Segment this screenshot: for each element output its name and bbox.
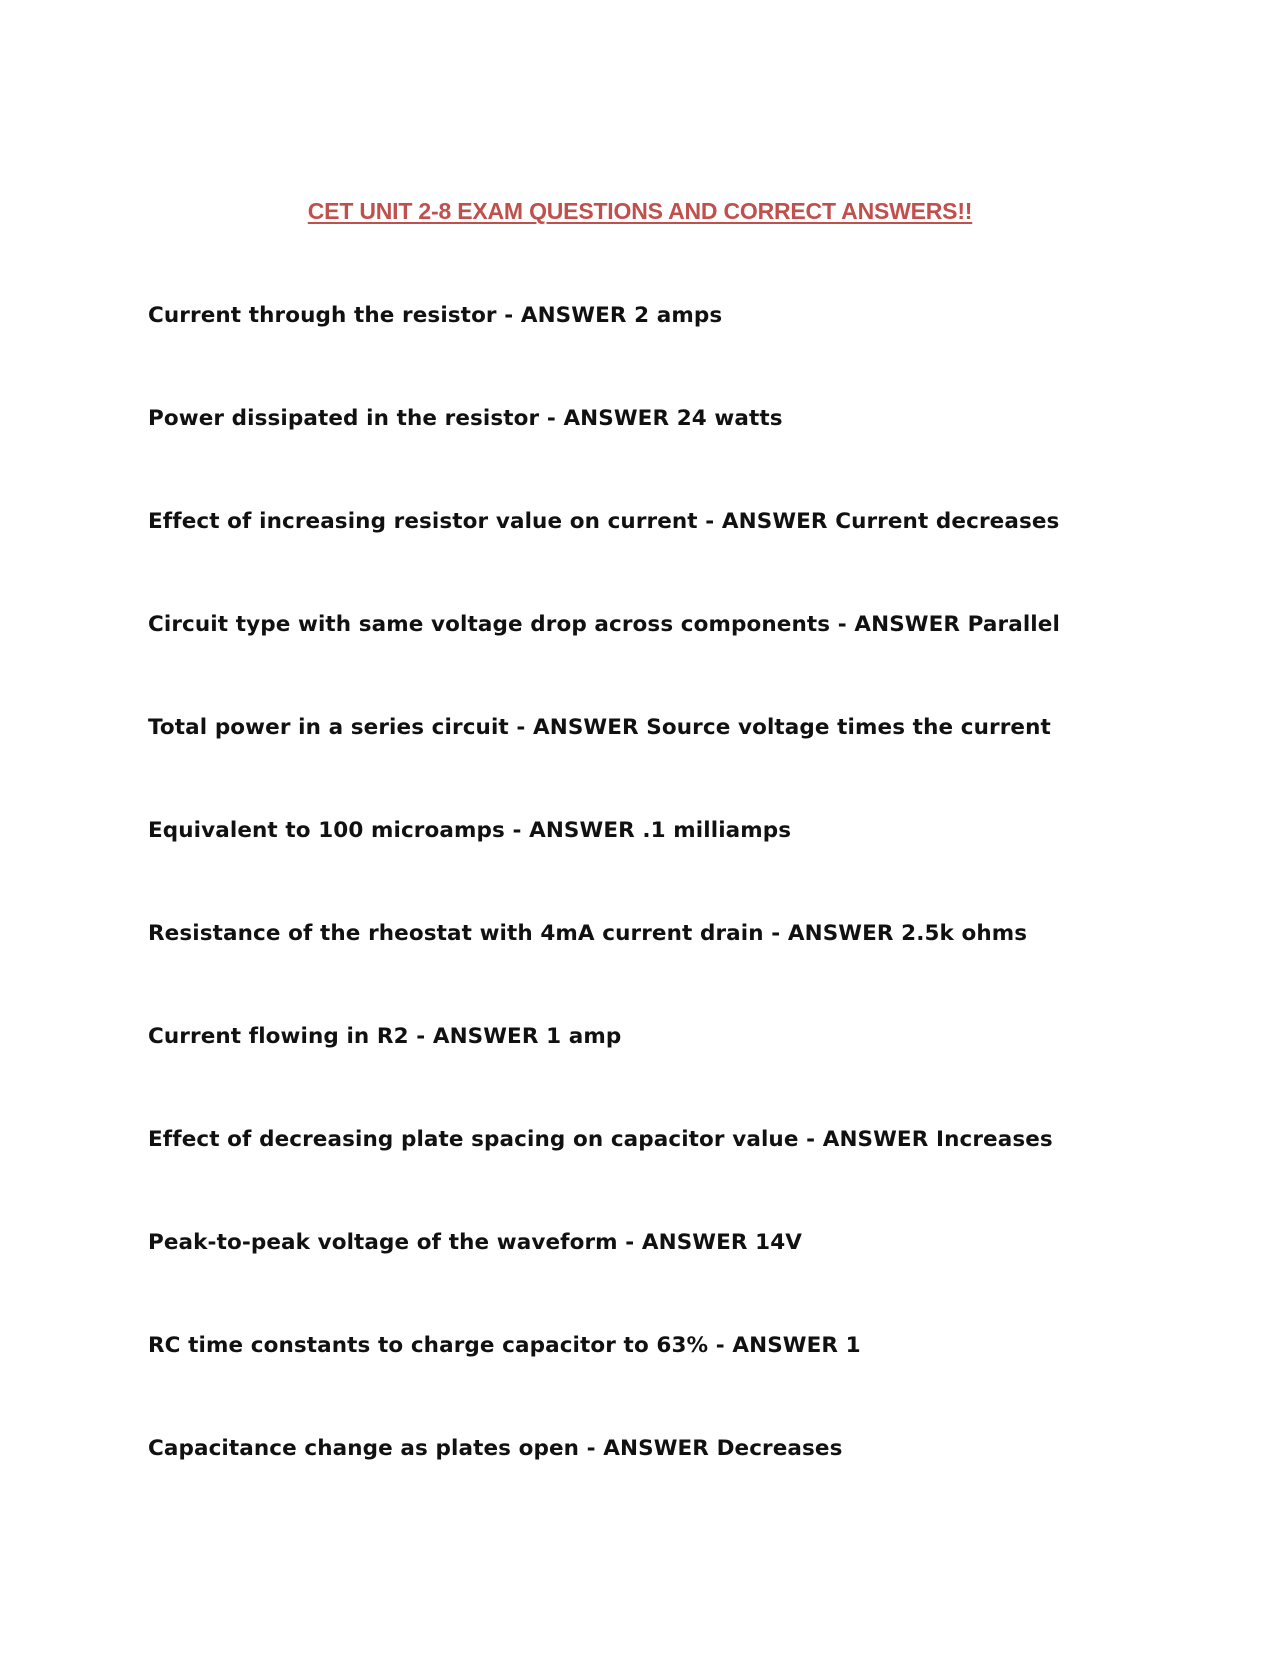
answer-label: ANSWER xyxy=(533,715,639,740)
separator: - xyxy=(697,509,722,534)
answer-label: ANSWER xyxy=(641,1230,748,1255)
separator: - xyxy=(798,1127,823,1152)
answer-label: ANSWER xyxy=(787,921,894,946)
list-item xyxy=(148,714,1188,817)
question-text: Circuit type with same voltage drop across components xyxy=(148,612,831,637)
separator: - xyxy=(763,921,788,946)
list-item xyxy=(148,1435,1188,1538)
answer-text: 24 watts xyxy=(676,406,783,431)
question-text: Peak-to-peak voltage of the waveform xyxy=(148,1230,618,1255)
list-item xyxy=(148,1332,1188,1435)
list-item xyxy=(148,405,1188,508)
answer-label: ANSWER xyxy=(563,406,670,431)
question-text: Total power in a series circuit xyxy=(148,715,509,740)
separator: - xyxy=(708,1333,733,1358)
answer-text: 1 amp xyxy=(546,1024,622,1049)
list-item xyxy=(148,508,1188,611)
list-item xyxy=(148,611,1188,714)
answer-label: ANSWER xyxy=(529,818,635,843)
answer-text: Decreases xyxy=(716,1436,843,1461)
answer-label: ANSWER xyxy=(721,509,828,534)
separator: - xyxy=(830,612,855,637)
answer-text: Increases xyxy=(935,1127,1053,1152)
separator: - xyxy=(496,303,521,328)
list-item xyxy=(148,1126,1188,1229)
question-text: Capacitance change as plates open xyxy=(148,1436,580,1461)
answer-label: ANSWER xyxy=(854,612,961,637)
list-item xyxy=(148,302,1188,405)
answer-text: 14V xyxy=(755,1230,803,1255)
question-text: Current flowing in R2 xyxy=(148,1024,409,1049)
page-title: CET UNIT 2-8 EXAM QUESTIONS AND CORRECT ANSWERS!! xyxy=(307,198,973,224)
question-text: Effect of increasing resistor value on current xyxy=(148,509,698,534)
separator: - xyxy=(508,715,534,740)
answer-label: ANSWER xyxy=(732,1333,839,1358)
separator: - xyxy=(504,818,530,843)
question-text: Resistance of the rheostat with 4mA current drain xyxy=(148,921,764,946)
answer-label: ANSWER xyxy=(822,1127,929,1152)
answer-text: 1 xyxy=(845,1333,861,1358)
answer-text: Parallel xyxy=(967,612,1060,637)
question-text: Power dissipated in the resistor xyxy=(148,406,540,431)
answer-text: Current decreases xyxy=(835,509,1060,534)
list-item xyxy=(148,920,1188,1023)
list-item xyxy=(148,817,1188,920)
answer-label: ANSWER xyxy=(520,303,627,328)
question-text: RC time constants to charge capacitor to 63% xyxy=(148,1333,709,1358)
question-text: Current through the resistor xyxy=(148,303,497,328)
question-text: Effect of decreasing plate spacing on capacitor value xyxy=(148,1127,799,1152)
answer-text: .1 milliamps xyxy=(642,818,792,843)
qa-list xyxy=(148,302,1188,1538)
list-item xyxy=(148,1229,1188,1332)
separator: - xyxy=(539,406,564,431)
separator: - xyxy=(579,1436,604,1461)
answer-label: ANSWER xyxy=(603,1436,709,1461)
list-item xyxy=(148,1023,1188,1126)
answer-text: 2 amps xyxy=(634,303,723,328)
separator: - xyxy=(617,1230,642,1255)
question-text: Equivalent to 100 microamps xyxy=(148,818,505,843)
separator: - xyxy=(408,1024,433,1049)
answer-text: 2.5k ohms xyxy=(901,921,1028,946)
answer-label: ANSWER xyxy=(432,1024,539,1049)
answer-text: Source voltage times the current xyxy=(646,715,1051,740)
